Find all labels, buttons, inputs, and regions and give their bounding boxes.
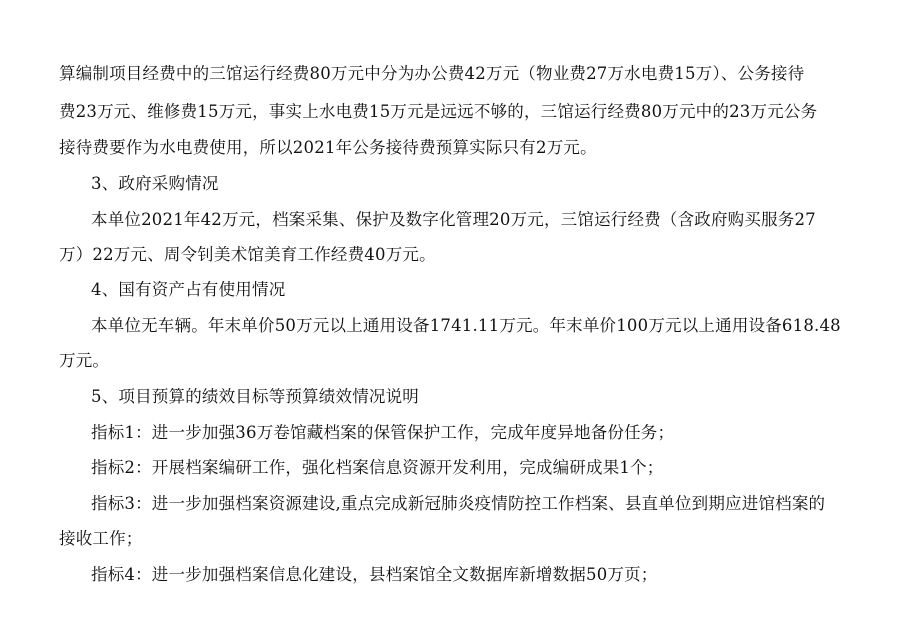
text-line: 本单位2021年42万元，档案采集、保护及数字化管理20万元，三馆运行经费（含政府购买服务27 — [91, 210, 816, 229]
section-heading-procurement: 3、政府采购情况 — [91, 174, 219, 193]
text-line: 算编制项目经费中的三馆运行经费80万元中分为办公费42万元（物业费27万水电费15万）、公务接待 — [59, 64, 805, 83]
indicator-1: 指标1：进一步加强36万卷馆藏档案的保管保护工作，完成年度异地备份任务； — [91, 423, 675, 442]
section-heading-state-assets: 4、国有资产占有使用情况 — [91, 280, 286, 299]
indicator-2: 指标2：开展档案编研工作，强化档案信息资源开发利用，完成编研成果1个； — [91, 458, 664, 477]
text-line: 费23万元、维修费15万元，事实上水电费15万元是远远不够的，三馆运行经费80万元中的23万元公务 — [59, 102, 818, 121]
text-line: 接待费要作为水电费使用，所以2021年公务接待费预算实际只有2万元。 — [59, 138, 597, 157]
section-heading-performance: 5、项目预算的绩效目标等预算绩效情况说明 — [91, 387, 419, 406]
text-line: 接收工作； — [59, 529, 143, 548]
indicator-3: 指标3：进一步加强档案资源建设,重点完成新冠肺炎疫情防控工作档案、县直单位到期应进馆档案的 — [91, 494, 826, 513]
text-line: 本单位无车辆。年末单价50万元以上通用设备1741.11万元。年末单价100万元以上通用设备618.48 — [91, 316, 841, 335]
text-line: 万元。 — [59, 351, 110, 370]
text-line: 万）22万元、周令钊美术馆美育工作经费40万元。 — [59, 245, 436, 264]
indicator-4: 指标4：进一步加强档案信息化建设，县档案馆全文数据库新增数据50万页； — [91, 565, 658, 584]
